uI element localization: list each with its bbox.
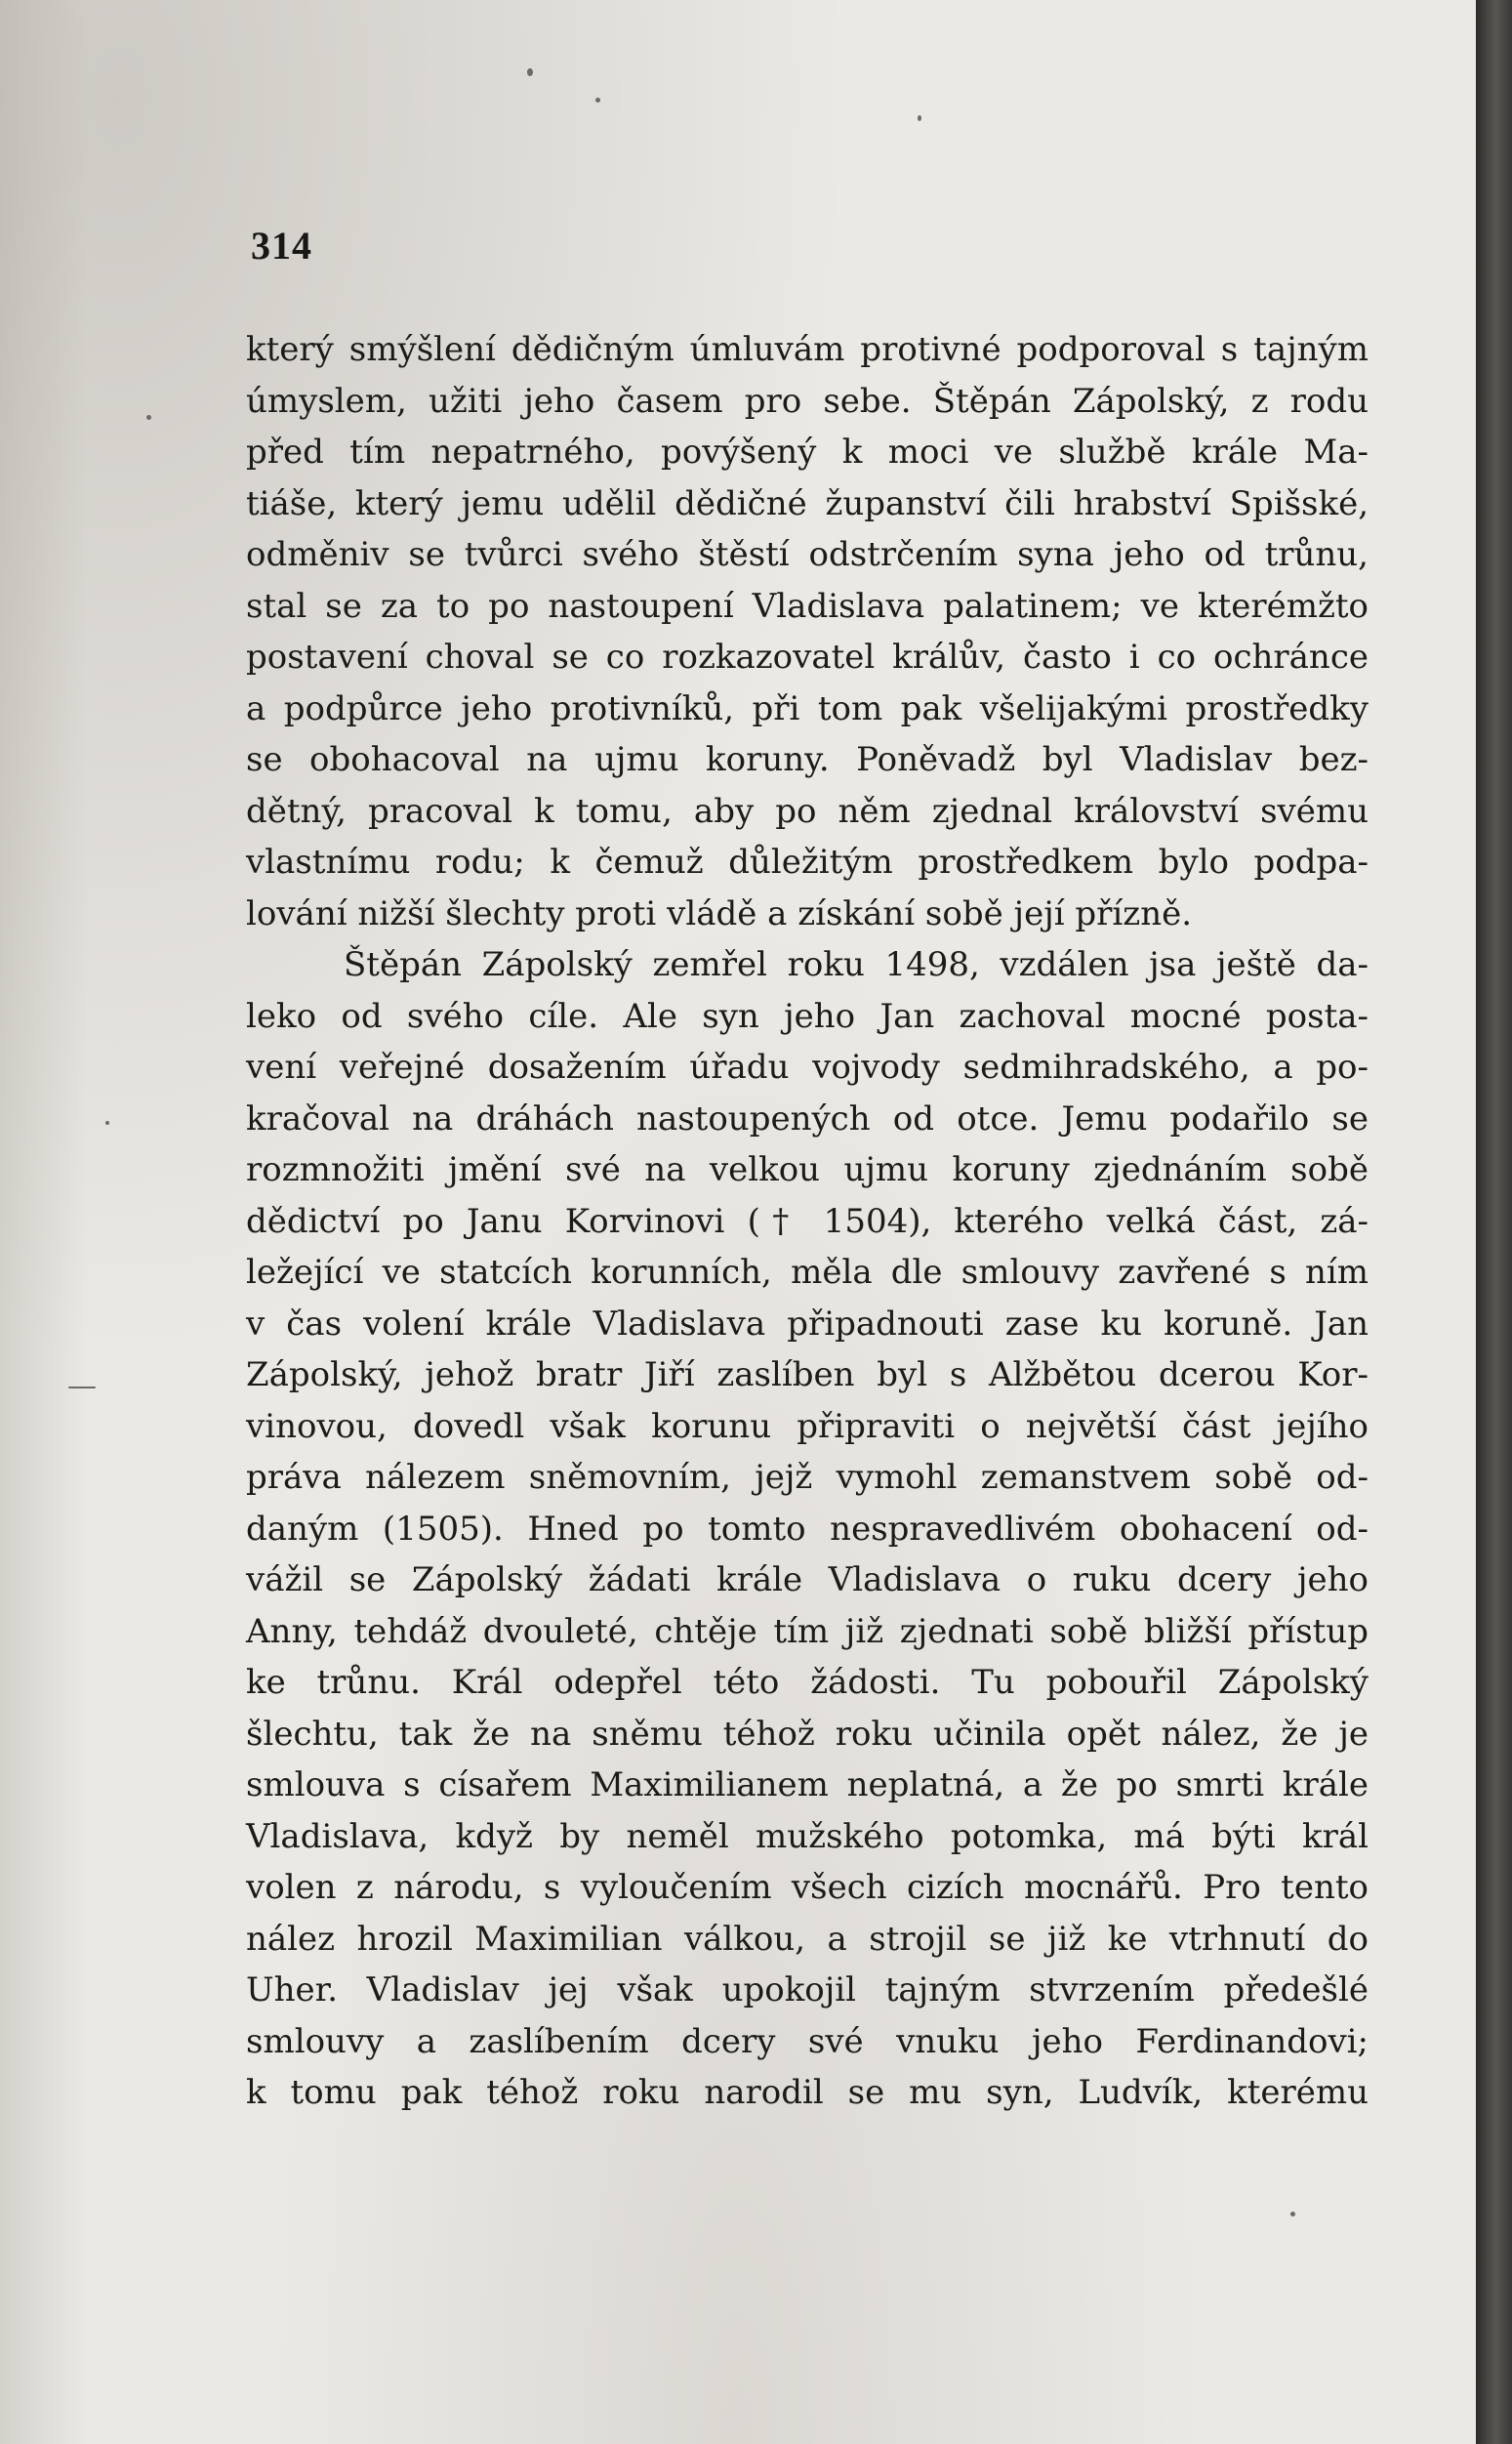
paper-speck <box>146 415 151 420</box>
text-line: Uher. Vladislav jej však upokojil tajným stvrzením předešlé <box>246 1970 1369 2009</box>
text-line: vení veřejné dosažením úřadu vojvody sedmihradského, a po- <box>246 1048 1369 1087</box>
text-line: nález hrozil Maximilian válkou, a strojil se již ke vtrhnutí do <box>246 1919 1369 1959</box>
text-line: ležející ve statcích korunních, měla dle smlouvy zavřené s ním <box>246 1253 1369 1292</box>
paper-speck <box>918 115 921 121</box>
text-line: Zápolský, jehož bratr Jiří zaslíben byl s Alžbětou dcerou Kor- <box>246 1355 1369 1394</box>
text-line: úmyslem, užiti jeho časem pro sebe. Štěpán Zápolský, z rodu <box>246 381 1369 421</box>
text-line-paragraph-start: Štěpán Zápolský zemřel roku 1498, vzdálen jsa ještě da- <box>344 945 1369 984</box>
text-line: odměniv se tvůrci svého štěstí odstrčením syna jeho od trůnu, <box>246 535 1369 574</box>
text-line: ke trůnu. Král odepřel této žádosti. Tu pobouřil Zápolský <box>246 1663 1369 1702</box>
text-line: práva nálezem sněmovním, jejž vymohl zemanstvem sobě od- <box>246 1458 1369 1497</box>
text-line: se obohacoval na ujmu koruny. Poněvadž byl Vladislav bez- <box>246 740 1369 779</box>
text-line: vážil se Zápolský žádati krále Vladislava o ruku dcery jeho <box>246 1560 1369 1599</box>
text-line: kračoval na dráhách nastoupených od otce. Jemu podařilo se <box>246 1098 1369 1139</box>
paper-speck <box>68 1387 96 1388</box>
text-line: šlechtu, tak že na sněmu téhož roku učinila opět nález, že je <box>246 1714 1369 1754</box>
text-line: smlouvy a zaslíbením dcery své vnuku jeho Ferdinandovi; <box>246 2021 1369 2061</box>
text-line: v čas volení krále Vladislava připadnouti zase ku koruně. Jan <box>246 1304 1369 1344</box>
text-line: a podpůrce jeho protivníků, při tom pak všelijakými prostředky <box>246 688 1369 728</box>
text-line: rozmnožiti jmění své na velkou ujmu koruny zjednáním sobě <box>246 1150 1369 1189</box>
page-number: 314 <box>251 224 312 268</box>
paper-speck <box>595 98 600 103</box>
text-line: vinovou, dovedl však korunu připraviti o největší část jejího <box>246 1406 1369 1446</box>
paper-speck <box>1290 2212 1295 2216</box>
text-line: volen z národu, s vyloučením všech cizích mocnářů. Pro tento <box>246 1868 1369 1907</box>
text-line: k tomu pak téhož roku narodil se mu syn, Ludvík, kterému <box>246 2073 1369 2112</box>
text-line: lování nižší šlechty proti vládě a získání sobě její přízně. <box>246 893 1193 933</box>
paper-speck <box>527 68 533 76</box>
text-line: Vladislava, když by neměl mužského potomka, má býti král <box>246 1816 1369 1856</box>
page-edge-shadow <box>1476 0 1512 2444</box>
text-line: leko od svého cíle. Ale syn jeho Jan zachoval mocné posta- <box>246 996 1369 1036</box>
body-text <box>246 324 1369 2119</box>
text-line: postavení choval se co rozkazovatel králův, často i co ochránce <box>246 638 1369 677</box>
text-line: dědictví po Janu Korvinovi († 1504), kterého velká část, zá- <box>246 1201 1369 1241</box>
text-line: stal se za to po nastoupení Vladislava palatinem; ve kterémžto <box>246 586 1369 626</box>
text-line: smlouva s císařem Maximilianem neplatná, a že po smrti krále <box>246 1765 1369 1804</box>
text-line: vlastnímu rodu; k čemuž důležitým prostředkem bylo podpa- <box>246 843 1369 882</box>
text-line: který smýšlení dědičným úmluvám protivné podporoval s tajným <box>246 330 1369 369</box>
text-line: Anny, tehdáž dvouleté, chtěje tím již zjednati sobě bližší přístup <box>246 1611 1369 1651</box>
paper-speck <box>105 1121 109 1125</box>
text-line: tiáše, který jemu udělil dědičné županství čili hrabství Spišské, <box>246 483 1369 523</box>
text-line: před tím nepatrného, povýšený k moci ve službě krále Ma- <box>246 433 1369 472</box>
text-line: dětný, pracoval k tomu, aby po něm zjednal království svému <box>246 791 1369 831</box>
text-line: daným (1505). Hned po tomto nespravedlivém obohacení od- <box>246 1509 1369 1549</box>
